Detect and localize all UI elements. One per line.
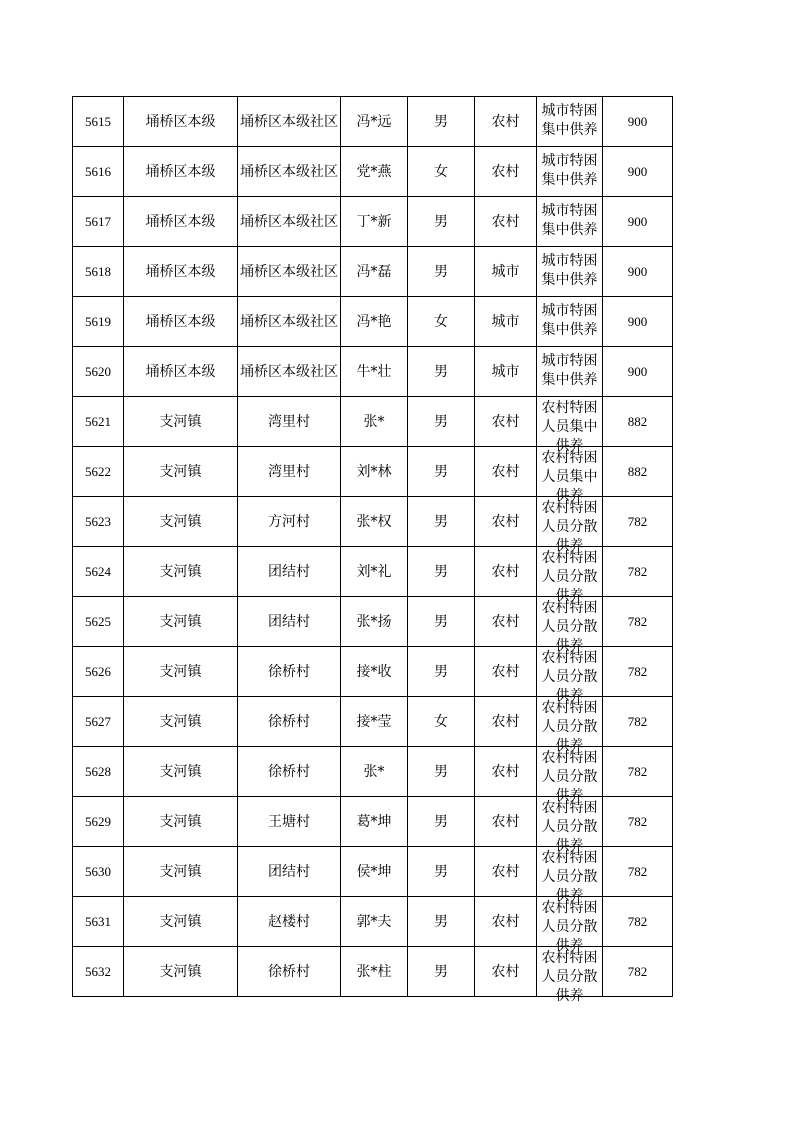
serial-number-cell: 5626 (73, 647, 124, 697)
support-category-cell (537, 797, 603, 854)
support-category-text: 城市特困集中供养 (541, 303, 598, 338)
table-row (73, 497, 673, 547)
support-category-text: 农村特困人员分散供养 (541, 600, 598, 654)
residence-type-cell: 农村 (475, 797, 537, 847)
town-cell: 支河镇 (124, 447, 238, 497)
support-category-text: 农村特困人员分散供养 (541, 900, 598, 954)
gender-cell: 女 (408, 297, 475, 347)
town-cell: 支河镇 (124, 947, 238, 997)
amount-cell: 782 (603, 897, 673, 947)
town-cell: 埇桥区本级 (124, 347, 238, 397)
serial-number-cell: 5621 (73, 397, 124, 447)
support-category-text: 农村特困人员分散供养 (541, 550, 598, 604)
person-name-cell: 冯*磊 (341, 247, 408, 297)
village-cell: 湾里村 (238, 447, 341, 497)
table-row (73, 147, 673, 197)
town-cell: 支河镇 (124, 397, 238, 447)
village-cell: 团结村 (238, 547, 341, 597)
table-row (73, 447, 673, 497)
town-cell: 支河镇 (124, 597, 238, 647)
support-category-text: 城市特困集中供养 (541, 203, 598, 238)
support-category-cell (537, 697, 603, 754)
gender-cell: 男 (408, 847, 475, 897)
table-row (73, 397, 673, 447)
person-name-cell: 郭*夫 (341, 897, 408, 947)
support-category-cell (537, 947, 603, 1004)
amount-cell: 900 (603, 147, 673, 197)
village-cell: 王塘村 (238, 797, 341, 847)
table-row (73, 697, 673, 747)
table-row (73, 647, 673, 697)
village-cell: 埇桥区本级社区 (238, 297, 341, 347)
roster-table (72, 96, 673, 1004)
amount-cell: 782 (603, 497, 673, 547)
residence-type-cell: 城市 (475, 297, 537, 347)
table-row (73, 597, 673, 647)
table-row (73, 247, 673, 297)
serial-number-cell: 5616 (73, 147, 124, 197)
support-category-text: 城市特困集中供养 (541, 253, 598, 288)
serial-number-cell: 5625 (73, 597, 124, 647)
person-name-cell: 张*扬 (341, 597, 408, 647)
support-category-cell (537, 747, 603, 804)
person-name-cell: 接*收 (341, 647, 408, 697)
support-category-cell (537, 497, 603, 554)
person-name-cell: 刘*林 (341, 447, 408, 497)
village-cell: 埇桥区本级社区 (238, 147, 341, 197)
town-cell: 埇桥区本级 (124, 97, 238, 147)
support-category-text: 城市特困集中供养 (541, 353, 598, 388)
table-row (73, 897, 673, 947)
amount-cell: 782 (603, 747, 673, 797)
support-category-text: 农村特困人员集中供养 (541, 400, 598, 454)
village-cell: 赵楼村 (238, 897, 341, 947)
village-cell: 埇桥区本级社区 (238, 97, 341, 147)
residence-type-cell: 农村 (475, 97, 537, 147)
village-cell: 徐桥村 (238, 647, 341, 697)
amount-cell: 782 (603, 647, 673, 697)
amount-cell: 782 (603, 697, 673, 747)
residence-type-cell: 城市 (475, 247, 537, 297)
support-category-cell (537, 97, 603, 147)
serial-number-cell: 5624 (73, 547, 124, 597)
support-category-cell (537, 397, 603, 454)
support-category-cell (537, 897, 603, 954)
gender-cell: 男 (408, 747, 475, 797)
amount-cell: 900 (603, 247, 673, 297)
town-cell: 埇桥区本级 (124, 247, 238, 297)
residence-type-cell: 农村 (475, 547, 537, 597)
village-cell: 埇桥区本级社区 (238, 347, 341, 397)
person-name-cell: 丁*新 (341, 197, 408, 247)
person-name-cell: 葛*坤 (341, 797, 408, 847)
person-name-cell: 侯*坤 (341, 847, 408, 897)
gender-cell: 男 (408, 397, 475, 447)
town-cell: 支河镇 (124, 697, 238, 747)
amount-cell: 782 (603, 797, 673, 847)
gender-cell: 男 (408, 447, 475, 497)
support-category-cell (537, 197, 603, 247)
table-row (73, 347, 673, 397)
support-category-cell (537, 597, 603, 654)
person-name-cell: 张*柱 (341, 947, 408, 997)
serial-number-cell: 5627 (73, 697, 124, 747)
support-category-cell (537, 247, 603, 297)
gender-cell: 男 (408, 97, 475, 147)
gender-cell: 男 (408, 947, 475, 997)
amount-cell: 882 (603, 447, 673, 497)
table-row (73, 797, 673, 847)
person-name-cell: 刘*礼 (341, 547, 408, 597)
amount-cell: 900 (603, 347, 673, 397)
town-cell: 支河镇 (124, 847, 238, 897)
serial-number-cell: 5629 (73, 797, 124, 847)
gender-cell: 男 (408, 497, 475, 547)
gender-cell: 男 (408, 597, 475, 647)
residence-type-cell: 农村 (475, 697, 537, 747)
table-row (73, 297, 673, 347)
serial-number-cell: 5631 (73, 897, 124, 947)
gender-cell: 男 (408, 897, 475, 947)
gender-cell: 女 (408, 697, 475, 747)
residence-type-cell: 农村 (475, 397, 537, 447)
residence-type-cell: 农村 (475, 897, 537, 947)
residence-type-cell: 农村 (475, 447, 537, 497)
serial-number-cell: 5630 (73, 847, 124, 897)
residence-type-cell: 农村 (475, 847, 537, 897)
support-category-cell (537, 647, 603, 704)
village-cell: 徐桥村 (238, 697, 341, 747)
table-row (73, 197, 673, 247)
person-name-cell: 冯*艳 (341, 297, 408, 347)
amount-cell: 900 (603, 97, 673, 147)
village-cell: 埇桥区本级社区 (238, 197, 341, 247)
gender-cell: 男 (408, 797, 475, 847)
support-category-text: 农村特困人员分散供养 (541, 850, 598, 904)
person-name-cell: 牛*壮 (341, 347, 408, 397)
amount-cell: 900 (603, 197, 673, 247)
serial-number-cell: 5615 (73, 97, 124, 147)
serial-number-cell: 5628 (73, 747, 124, 797)
serial-number-cell: 5620 (73, 347, 124, 397)
support-category-text: 城市特困集中供养 (541, 103, 598, 138)
gender-cell: 男 (408, 247, 475, 297)
support-category-cell (537, 447, 603, 504)
residence-type-cell: 农村 (475, 947, 537, 997)
amount-cell: 782 (603, 847, 673, 897)
residence-type-cell: 农村 (475, 197, 537, 247)
town-cell: 支河镇 (124, 547, 238, 597)
table-row (73, 747, 673, 797)
gender-cell: 男 (408, 347, 475, 397)
residence-type-cell: 城市 (475, 347, 537, 397)
village-cell: 埇桥区本级社区 (238, 247, 341, 297)
roster-table-wrapper (72, 96, 673, 1004)
support-category-text: 城市特困集中供养 (541, 153, 598, 188)
serial-number-cell: 5618 (73, 247, 124, 297)
village-cell: 徐桥村 (238, 747, 341, 797)
serial-number-cell: 5619 (73, 297, 124, 347)
town-cell: 支河镇 (124, 497, 238, 547)
table-row (73, 847, 673, 897)
residence-type-cell: 农村 (475, 647, 537, 697)
support-category-text: 农村特困人员分散供养 (541, 800, 598, 854)
table-row (73, 547, 673, 597)
support-category-cell (537, 347, 603, 397)
residence-type-cell: 农村 (475, 597, 537, 647)
person-name-cell: 接*莹 (341, 697, 408, 747)
village-cell: 徐桥村 (238, 947, 341, 997)
town-cell: 支河镇 (124, 747, 238, 797)
town-cell: 埇桥区本级 (124, 297, 238, 347)
table-row (73, 97, 673, 147)
support-category-cell (537, 547, 603, 604)
gender-cell: 女 (408, 147, 475, 197)
village-cell: 团结村 (238, 847, 341, 897)
person-name-cell: 张* (341, 397, 408, 447)
amount-cell: 782 (603, 947, 673, 997)
support-category-text: 农村特困人员分散供养 (541, 500, 598, 554)
person-name-cell: 张* (341, 747, 408, 797)
serial-number-cell: 5632 (73, 947, 124, 997)
roster-table-body (73, 97, 673, 1004)
amount-cell: 882 (603, 397, 673, 447)
town-cell: 支河镇 (124, 897, 238, 947)
town-cell: 支河镇 (124, 647, 238, 697)
residence-type-cell: 农村 (475, 747, 537, 797)
town-cell: 支河镇 (124, 797, 238, 847)
person-name-cell: 冯*远 (341, 97, 408, 147)
support-category-text: 农村特困人员分散供养 (541, 650, 598, 704)
gender-cell: 男 (408, 197, 475, 247)
person-name-cell: 张*权 (341, 497, 408, 547)
gender-cell: 男 (408, 547, 475, 597)
support-category-cell (537, 147, 603, 197)
amount-cell: 900 (603, 297, 673, 347)
support-category-text: 农村特困人员集中供养 (541, 450, 598, 504)
serial-number-cell: 5617 (73, 197, 124, 247)
support-category-text: 农村特困人员分散供养 (541, 750, 598, 804)
gender-cell: 男 (408, 647, 475, 697)
support-category-text: 农村特困人员分散供养 (541, 700, 598, 754)
town-cell: 埇桥区本级 (124, 147, 238, 197)
town-cell: 埇桥区本级 (124, 197, 238, 247)
serial-number-cell: 5622 (73, 447, 124, 497)
person-name-cell: 党*燕 (341, 147, 408, 197)
village-cell: 方河村 (238, 497, 341, 547)
amount-cell: 782 (603, 597, 673, 647)
serial-number-cell: 5623 (73, 497, 124, 547)
village-cell: 团结村 (238, 597, 341, 647)
support-category-text: 农村特困人员分散供养 (541, 950, 598, 1004)
support-category-cell (537, 297, 603, 347)
residence-type-cell: 农村 (475, 497, 537, 547)
table-row (73, 947, 673, 997)
support-category-cell (537, 847, 603, 904)
amount-cell: 782 (603, 547, 673, 597)
residence-type-cell: 农村 (475, 147, 537, 197)
village-cell: 湾里村 (238, 397, 341, 447)
